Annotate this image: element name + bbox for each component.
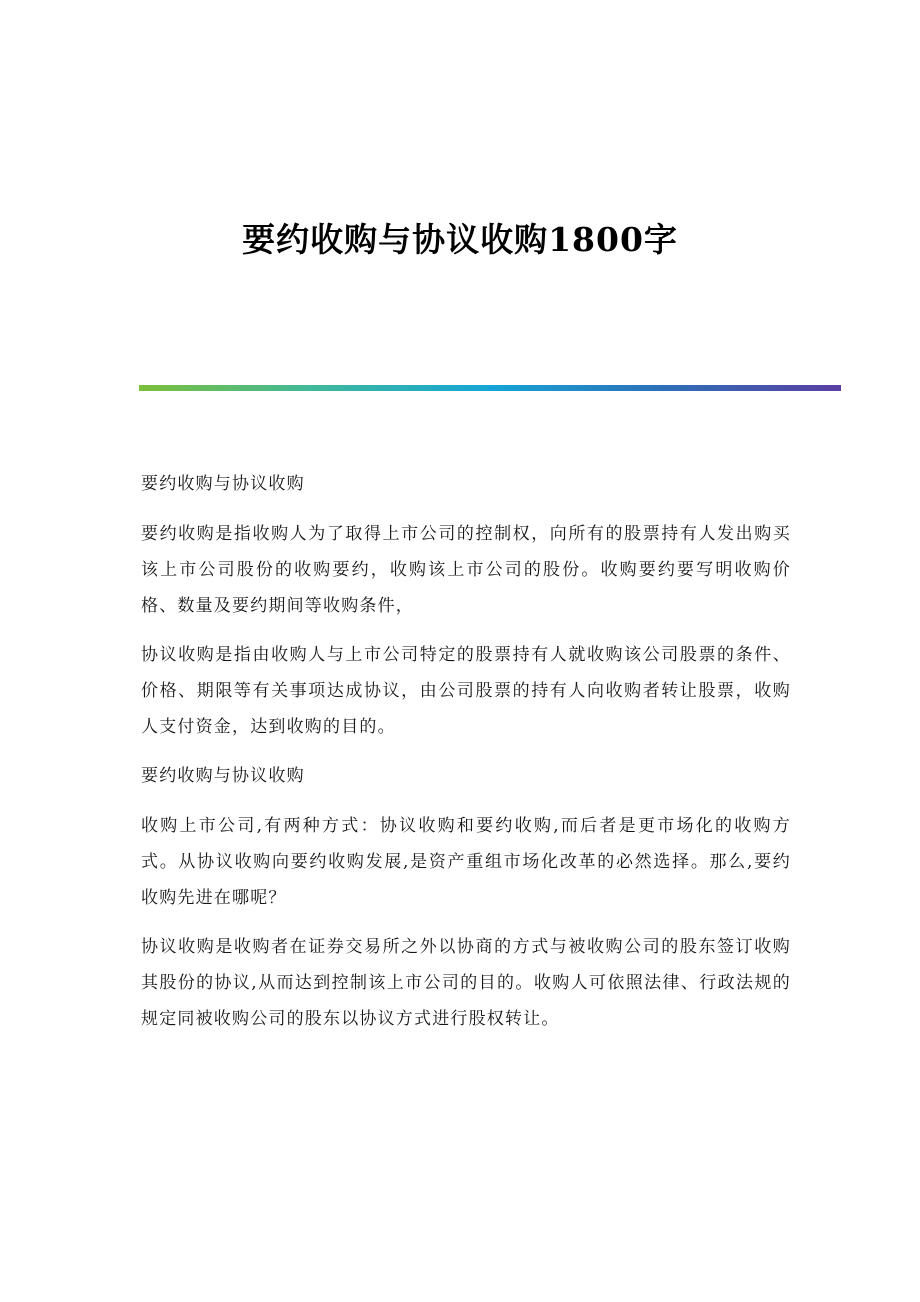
title-divider <box>139 385 841 391</box>
page-title: 要约收购与协议收购1800字 <box>242 220 678 259</box>
paragraph-agreement-acquisition-definition: 协议收购是指由收购人与上市公司特定的股票持有人就收购该公司股票的条件、价格、期限等有关事项达成协议，由公司股票的持有人向收购者转让股票，收购人支付资金，达到收购的目的。 <box>141 645 791 737</box>
section-heading-2: 要约收购与协议收购 <box>141 766 305 786</box>
document-body <box>141 466 791 1050</box>
paragraph-agreement-acquisition-detail: 协议收购是收购者在证券交易所之外以协商的方式与被收购公司的股东签订收购其股份的协议,从而达到控制该上市公司的目的。收购人可依照法律、行政法规的规定同被收购公司的股东以协议方式进行股权转让。 <box>141 937 791 1029</box>
paragraph-two-methods: 收购上市公司,有两种方式：协议收购和要约收购,而后者是更市场化的收购方式。从协议收购向要约收购发展,是资产重组市场化改革的必然选择。那么,要约收购先进在哪呢？ <box>141 816 791 908</box>
section-heading-1: 要约收购与协议收购 <box>141 474 305 494</box>
paragraph-tender-offer-definition: 要约收购是指收购人为了取得上市公司的控制权，向所有的股票持有人发出购买该上市公司股份的收购要约，收购该上市公司的股份。收购要约要写明收购价格、数量及要约期间等收购条件， <box>141 524 791 616</box>
